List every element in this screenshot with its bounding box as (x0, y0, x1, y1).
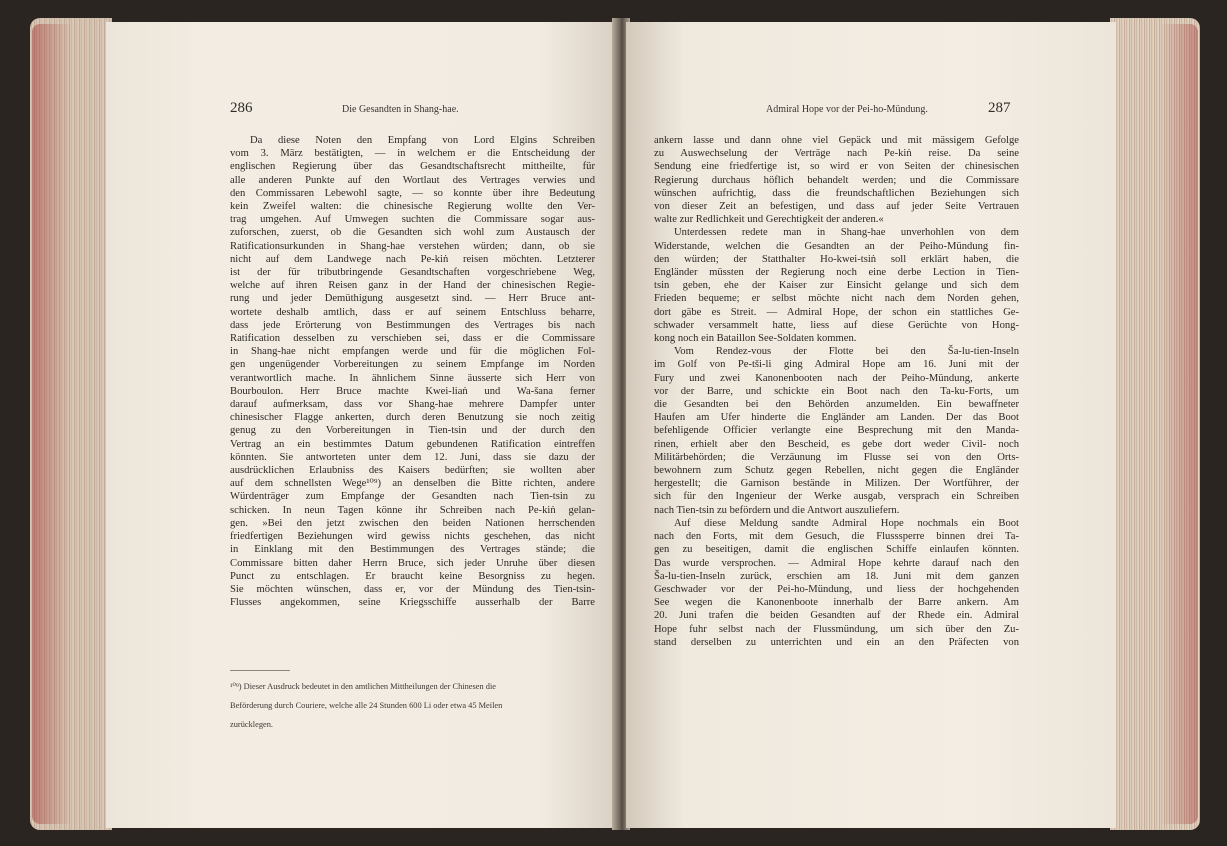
right-page-number: 287 (988, 100, 1011, 116)
footnote-rule (230, 670, 290, 671)
text-line: genug zu den Vorbereitungen in Tien-tsin und der durch den (230, 425, 595, 437)
text-line: befehligende Officier verlangte eine Besprechung mit den Manda- (654, 425, 1019, 437)
text-line: Flusses angekommen, seine Kriegsschiffe ausserhalb der Barre (230, 597, 595, 609)
text-line: könnten. Sie antworteten unter dem 12. Juni, dass sie dazu der (230, 451, 595, 463)
text-line: vor der Barre, und schickte ein Boot nach den Ta-ku-Forts, um (654, 385, 1019, 397)
right-page (626, 22, 1116, 828)
text-line: nach den Forts, mit dem Gesuch, die Flusssperre binnen drei Ta- (654, 531, 1019, 543)
text-line: Regierung durchaus höflich behandelt werden; und die Commissare (654, 174, 1019, 186)
text-line: tsin geben, ehe der Kaiser zur Einsicht gelange und sich dem (654, 280, 1019, 292)
text-line: Würdenträger zum Empfange der Gesandten nach Tien-tsin zu (230, 491, 595, 503)
text-line: welche auf ihren Reisen ganz in der Hand der chinesischen Regie- (230, 280, 595, 292)
text-line: darauf aufmerksam, dass vor Shang-hae mehrere Dampfer unter (230, 399, 595, 411)
text-line: den würden; der Statthalter Ho-kwei-tsiṅ soll erklärt haben, die (654, 253, 1019, 265)
text-line: Vertrag an ein bestimmtes Datum gebundenen Ratification eintreffen (230, 438, 595, 450)
left-page (106, 22, 618, 828)
text-line: stand derselben zu unterrichten und ein an den Präfecten von (654, 636, 1019, 648)
text-line: 20. Juni trafen die beiden Gesandten auf der Rhede ein. Admiral (654, 610, 1019, 622)
text-line: ¹⁰⁹) Dieser Ausdruck bedeutet in den amtlichen Mittheilungen der Chinesen die (230, 682, 497, 692)
text-line: Auf diese Meldung sandte Admiral Hope nochmals ein Boot (674, 517, 1019, 529)
text-line: ankern lasse und dann ohne viel Gepäck und mit mässigem Gefolge (654, 135, 1019, 146)
text-line: Vom Rendez-vous der Flotte bei den Ša-lu-tien-Inseln (674, 346, 1019, 358)
text-line: zuforschen, zuerst, ob die Gesandten sich wohl zum Austausch der (230, 227, 595, 239)
text-line: gen. »Bei den jetzt zwischen den beiden Nationen herrschenden (230, 517, 595, 529)
text-line: Fury und zwei Kanonenbooten nach der Peiho-Mündung, ankerte (654, 372, 1019, 384)
text-line: Engländer müssten der Regierung noch eine derbe Lection in Tien- (654, 267, 1019, 279)
text-line: die Gesandten bei den Behörden anzumelden. Ein bewaffneter (654, 399, 1019, 411)
text-line: Punct zu entschlagen. Er braucht keine Besorgniss zu hegen. (230, 570, 595, 582)
text-line: Bourboulon. Herr Bruce machte Kwei-liaṅ und Wa-šana ferner (230, 385, 595, 397)
text-line: von dieser Zeit an befestigen, und dass auf jeder Seite Vertrauen (654, 201, 1019, 213)
text-line: schwader versammelt hatte, liess auf diese Gerüchte von Hong- (654, 319, 1019, 331)
text-line: Sendung eine friedfertige ist, so wird er von Seiten der chinesischen (654, 161, 1019, 173)
text-line: im Golf von Pe-tši-li ging Admiral Hope am 16. Juni mit der (654, 359, 1019, 371)
text-line: Ša-lu-tien-Inseln zurück, erschien am 18. Juni mit dem ganzen (654, 570, 1019, 582)
text-line: Widerstande, welchen die Gesandten an der Peiho-Mündung fin- (654, 240, 1019, 252)
text-line: chinesischer Flagge ankerten, durch deren Benutzung sie noch zeitig (230, 412, 595, 424)
text-line: in Shang-hae nicht empfangen werde und für die möglichen Fol- (230, 346, 595, 358)
text-line: Beförderung durch Couriere, welche alle 24 Stunden 600 Li oder etwa 45 Meilen (230, 700, 503, 710)
text-line: sich für den Ingenieur der Werke ausgab, versprach ein Schreiben (654, 491, 1019, 503)
text-line: alle anderen Punkte auf den Wortlaut des Vertrages verwies und (230, 174, 595, 186)
text-line: rung und jeder Demüthigung ausgesetzt sind. — Herr Bruce ant- (230, 293, 595, 305)
text-line: auf dem schnellsten Wege¹⁰⁹) an denselben die Bitte richten, andere (230, 478, 595, 490)
right-running-head: Admiral Hope vor der Pei-ho-Mündung. (766, 104, 928, 115)
text-line: Commissare bitten daher Herrn Bruce, sich jeder Unruhe über diesen (230, 557, 595, 569)
text-line: bewohnern zum Schutz gegen Rebellen, nicht gegen die Engländer (654, 465, 1019, 477)
text-line: rinen, erhielt aber den Bescheid, es gebe dort weder Civil- noch (654, 438, 1019, 450)
text-line: Frieden bequeme; er selbst möchte nicht nach dem Norden gehen, (654, 293, 1019, 305)
text-line: Militärbehörden; die Verzäunung im Flusse sei von den Orts- (654, 451, 1019, 463)
text-line: ist der für tributbringende Gesandtschaften vorgeschriebene Weg, (230, 267, 595, 279)
text-line: nach Tien-tsin zu befördern und die Antwort auszuliefern. (654, 504, 900, 516)
text-line: gen zu beseitigen, damit die englischen Schiffe einlaufen könnten. (654, 544, 1019, 556)
text-line: zurücklegen. (230, 719, 274, 729)
edge-tint-left (32, 24, 72, 824)
right-body-text (654, 134, 1019, 649)
text-line: Unterdessen redete man in Shang-hae unverhohlen von dem (674, 227, 1019, 239)
text-line: hergestellt; die Garnison bestände in Milizen. Der Wortführer, der (654, 478, 1019, 490)
text-line: Ratification desselben zu verschieben sei, dass er die Commissare (230, 333, 595, 345)
text-line: nicht auf dem Landwege nach Pe-kiṅ reisen möchten. Letzterer (230, 253, 595, 265)
text-line: verantwortlich mache. In ähnlichem Sinne äusserte sich Herr von (230, 372, 595, 384)
text-line: wünschen aufrichtig, dass die freundschaftlichen Beziehungen sich (654, 187, 1019, 199)
edge-tint-right (1160, 24, 1198, 824)
text-line: in Einklang mit den Bestimmungen des Vertrages stände; die (230, 544, 595, 556)
text-line: Sie möchten wünschen, dass er, vor der Mündung des Tien-tsin- (230, 583, 595, 595)
text-line: Ratificationsurkunden in Shang-hae verstehen würden; dann, ob sie (230, 240, 595, 252)
text-line: walte zur Redlichkeit und Gerechtigkeit der anderen.« (654, 214, 884, 226)
text-line: Das wurde versprochen. — Admiral Hope kehrte darauf nach den (654, 557, 1019, 569)
text-line: kong noch ein Bataillon See-Soldaten kommen. (654, 333, 857, 345)
text-line: trag umgehen. Auf Umwegen suchten die Commissare sogar aus- (230, 214, 595, 226)
text-line: kein Zweifel walten: die chinesische Regierung wollte den Ver- (230, 201, 595, 213)
text-line: gen ungenügender Vorbereitungen zu seinem Empfange im Norden (230, 359, 595, 371)
text-line: vom 3. März bestätigten, — in welchem er die Entscheidung der (230, 148, 595, 160)
text-line: Geschwader vor der Pei-ho-Mündung, und liess der hochgehenden (654, 583, 1019, 595)
text-line: schicken. In neun Tagen könne ihr Schreiben nach Pe-kiṅ gelan- (230, 504, 595, 516)
text-line: Hope fuhr selbst nach der Flussmündung, um sich über den Zu- (654, 623, 1019, 635)
left-body-text (230, 134, 595, 609)
text-line: ausdrücklichen Erlaubniss des Kaisers bedürften; sie wollten aber (230, 465, 595, 477)
left-page-number: 286 (230, 100, 253, 116)
text-line: Da diese Noten den Empfang von Lord Elgins Schreiben (250, 135, 595, 146)
text-line: den Commissaren Lebewohl sagte, — so konnte über ihre Bedeutung (230, 187, 595, 199)
left-running-head: Die Gesandten in Shang-hae. (342, 104, 459, 115)
text-line: Haufen am Ufer hinderte die Engländer am Landen. Der das Boot (654, 412, 1019, 424)
text-line: dort gäbe es Streit. — Admiral Hope, der schon ein stattliches Ge- (654, 306, 1019, 318)
left-footnote (230, 674, 595, 738)
text-line: friedfertigen Beziehungen wird gewiss nichts geschehen, das nicht (230, 531, 595, 543)
text-line: See wegen die Kanonenboote innerhalb der Barre ankern. Am (654, 597, 1019, 609)
text-line: wortete deshalb amtlich, dass er auf seinem Entschluss beharre, (230, 306, 595, 318)
text-line: englischen Regierung über das Gesandtschaftsrecht mittheilte, für (230, 161, 595, 173)
text-line: dass jede Erörterung von Bestimmungen des Vertrages bis nach (230, 319, 595, 331)
text-line: zu Auswechselung der Verträge nach Pe-kiṅ reise. Da seine (654, 148, 1019, 160)
